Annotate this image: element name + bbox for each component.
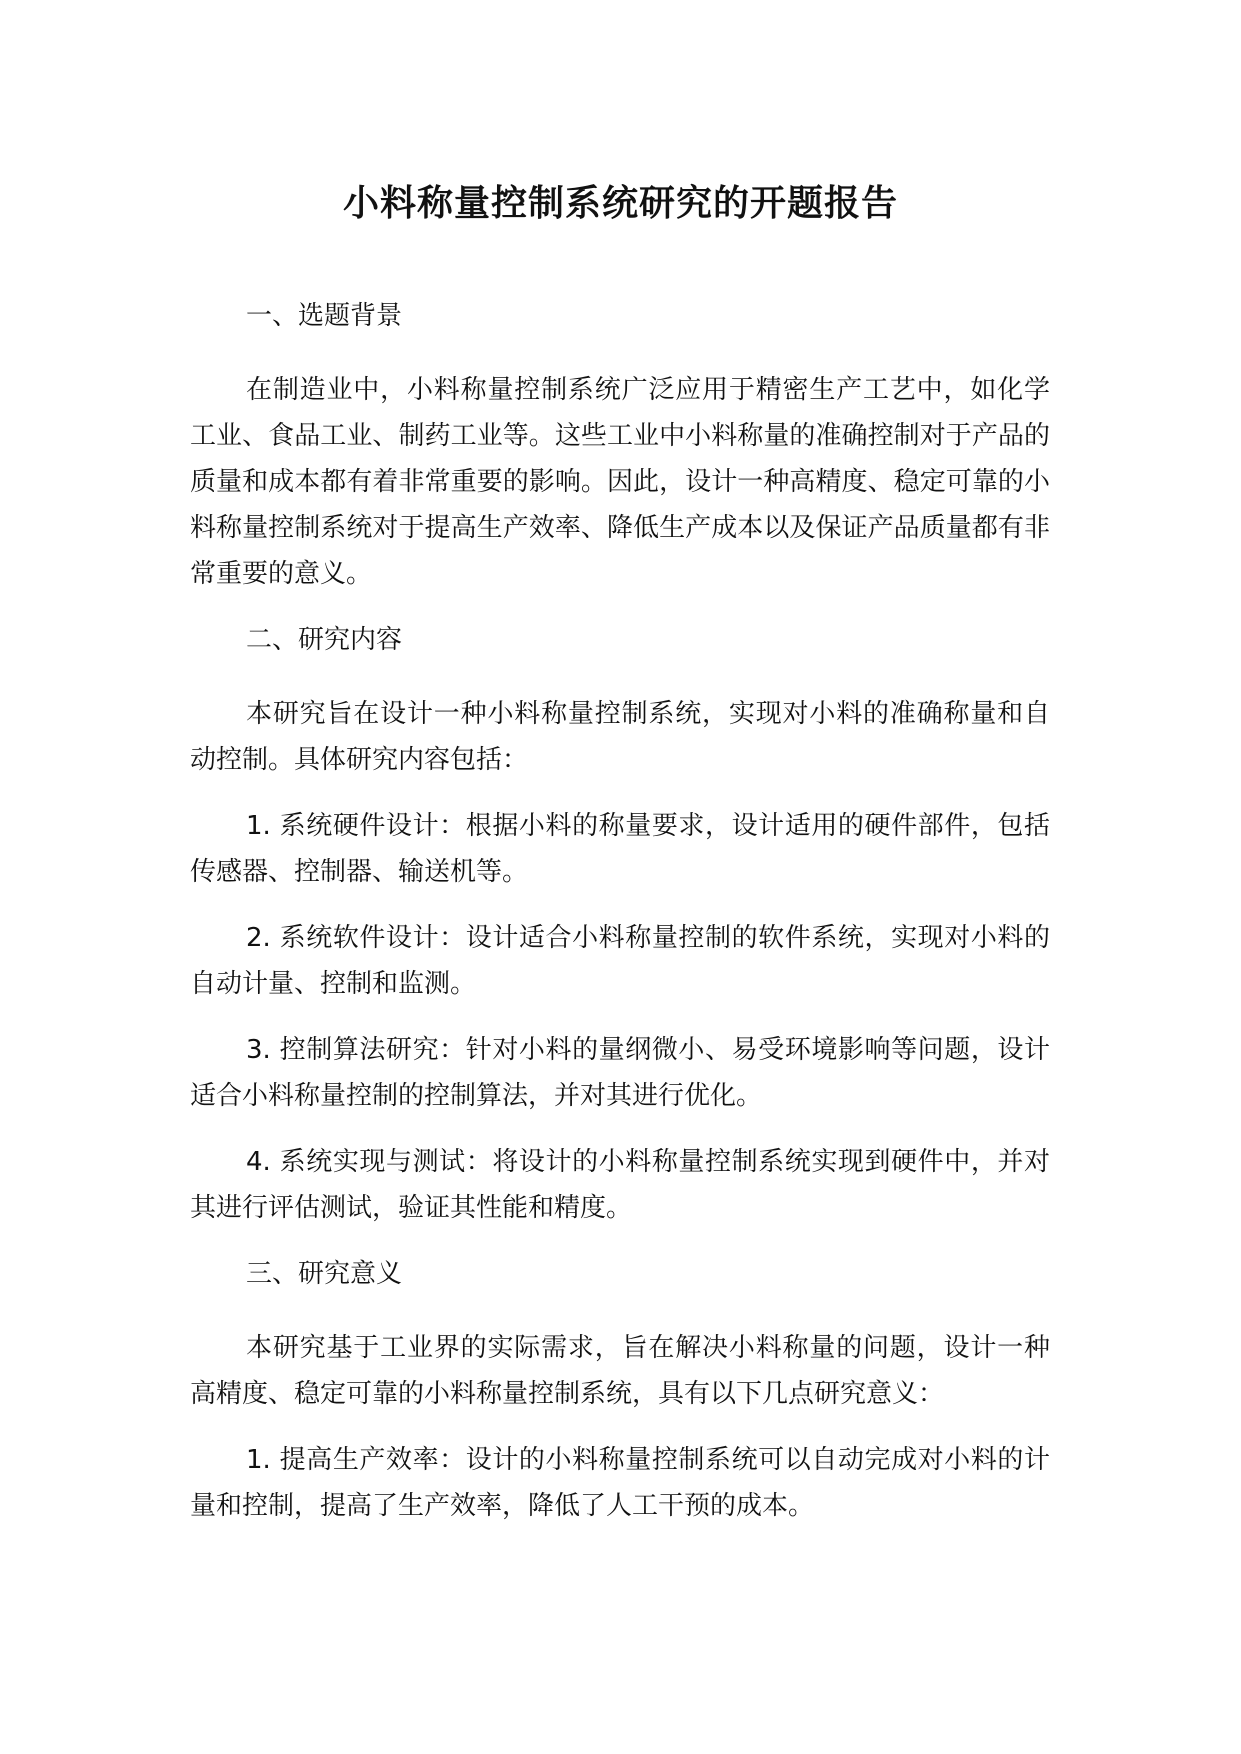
- list-item: 2. 系统软件设计：设计适合小料称量控制的软件系统，实现对小料的自动计量、控制和监测。: [190, 923, 1050, 999]
- section-heading: 三、研究意义: [246, 1259, 403, 1289]
- list-item: 1. 提高生产效率：设计的小料称量控制系统可以自动完成对小料的计量和控制，提高了生产效率，降低了人工干预的成本。: [190, 1445, 1050, 1521]
- section-heading: 一、选题背景: [246, 301, 403, 331]
- document-title: 小料称量控制系统研究的开题报告: [342, 183, 898, 224]
- section-research-content: [190, 617, 1050, 1231]
- list-item: 3. 控制算法研究：针对小料的量纲微小、易受环境影响等问题，设计适合小料称量控制的控制算法，并对其进行优化。: [190, 1035, 1050, 1111]
- section-research-significance: [190, 1251, 1050, 1529]
- document-body: [190, 293, 1050, 1549]
- section-background: [190, 293, 1050, 597]
- section-heading: 二、研究内容: [246, 625, 403, 655]
- paragraph: 本研究基于工业界的实际需求，旨在解决小料称量的问题，设计一种高精度、稳定可靠的小料称量控制系统，具有以下几点研究意义：: [190, 1333, 1050, 1409]
- paragraph: 本研究旨在设计一种小料称量控制系统，实现对小料的准确称量和自动控制。具体研究内容包括：: [190, 699, 1050, 775]
- paragraph: 在制造业中，小料称量控制系统广泛应用于精密生产工艺中，如化学工业、食品工业、制药工业等。这些工业中小料称量的准确控制对于产品的质量和成本都有着非常重要的影响。因此，设计一种高精度、稳定可靠的小料称量控制系统对于提高生产效率、降低生产成本以及保证产品质量都有非常重要的意义。: [190, 375, 1050, 589]
- list-item: 1. 系统硬件设计：根据小料的称量要求，设计适用的硬件部件，包括传感器、控制器、输送机等。: [190, 811, 1050, 887]
- list-item: 4. 系统实现与测试：将设计的小料称量控制系统实现到硬件中，并对其进行评估测试，验证其性能和精度。: [190, 1147, 1050, 1223]
